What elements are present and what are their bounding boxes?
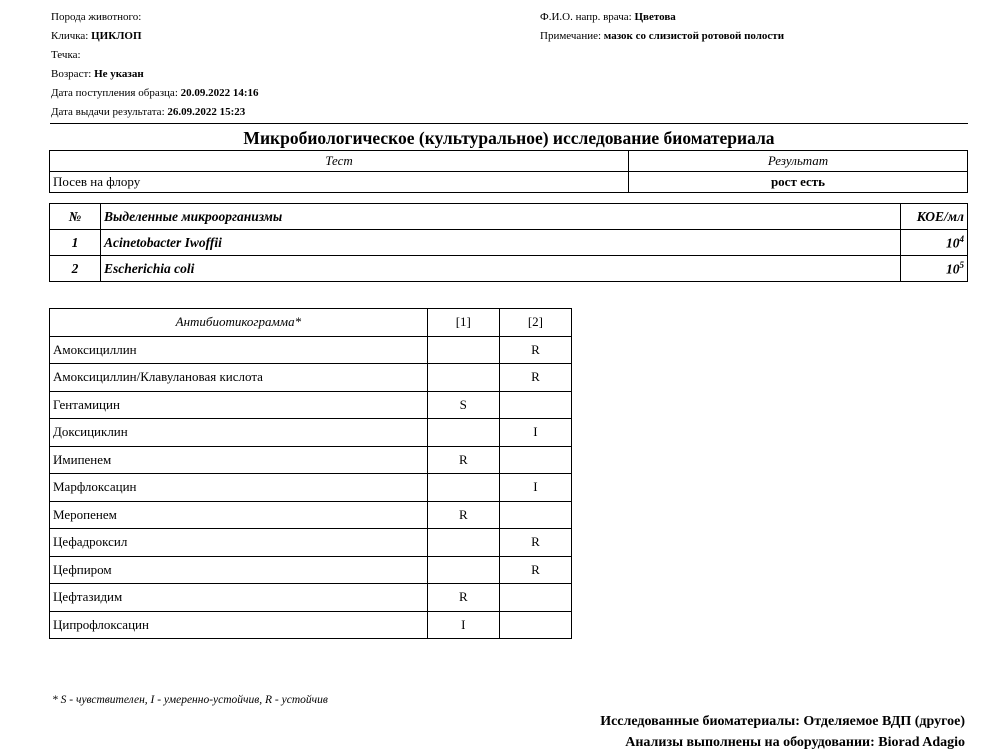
strain1-result	[427, 529, 499, 557]
antibiogram-table	[49, 308, 572, 639]
antibiotic-name: Ципрофлоксацин	[50, 611, 428, 639]
strain1-result: R	[427, 584, 499, 612]
organism-header: Выделенные микроорганизмы	[101, 204, 901, 230]
strain1-header: [1]	[427, 309, 499, 337]
table-row	[50, 230, 968, 256]
referral-info	[540, 4, 870, 46]
antibiotic-name: Меропенем	[50, 501, 428, 529]
strain1-result	[427, 474, 499, 502]
strain2-result: R	[499, 556, 571, 584]
issued-row	[51, 103, 259, 122]
issued-label: Дата выдачи результата:	[51, 106, 165, 118]
row-number: 1	[50, 230, 101, 256]
strain1-result: I	[427, 611, 499, 639]
strain2-result: R	[499, 336, 571, 364]
result-header: Результат	[629, 151, 968, 172]
issued-value: 26.09.2022 15:23	[167, 106, 246, 118]
strain1-result	[427, 364, 499, 392]
table-row	[50, 584, 572, 612]
note-label: Примечание:	[540, 30, 602, 42]
note-row	[540, 27, 870, 46]
patient-info	[51, 4, 259, 122]
cfu-value	[901, 230, 968, 256]
antibiotic-name: Имипенем	[50, 446, 428, 474]
note-value: мазок со слизистой ротовой полости	[603, 30, 785, 42]
doctor-value: Цветова	[634, 11, 676, 23]
strain2-result: I	[499, 474, 571, 502]
strain2-result	[499, 391, 571, 419]
cut-off-line	[51, 0, 259, 8]
table-row	[50, 336, 572, 364]
test-result-table	[49, 150, 968, 193]
table-row	[50, 419, 572, 447]
test-table-header	[50, 151, 968, 172]
table-row	[50, 256, 968, 282]
strain1-result: R	[427, 501, 499, 529]
name-value: ЦИКЛОП	[91, 30, 142, 42]
organism-name: Escherichia coli	[101, 256, 901, 282]
received-value: 20.09.2022 14:16	[180, 87, 259, 99]
cut-off-line	[540, 0, 870, 8]
age-label: Возраст:	[51, 68, 92, 80]
strain2-result: I	[499, 419, 571, 447]
cfu-value	[901, 256, 968, 282]
num-header: №	[50, 204, 101, 230]
table-row	[50, 391, 572, 419]
strain2-result	[499, 501, 571, 529]
equipment-line: Анализы выполнены на оборудовании: Biorad Adagio	[625, 735, 965, 750]
antibiotic-name: Цефадроксил	[50, 529, 428, 557]
test-cell: Посев на флору	[50, 172, 629, 193]
strain1-result	[427, 556, 499, 584]
table-row	[50, 172, 968, 193]
micro-table-header	[50, 204, 968, 230]
section-title: Микробиологическое (культуральное) исследование биоматериала	[243, 128, 775, 148]
received-label: Дата поступления образца:	[51, 87, 178, 99]
table-row	[50, 556, 572, 584]
table-row	[50, 611, 572, 639]
age-value: Не указан	[94, 68, 144, 80]
biomaterial-line: Исследованные биоматериалы: Отделяемое ВДП (другое)	[600, 714, 965, 729]
antibiotic-name: Амоксициллин/Клавулановая кислота	[50, 364, 428, 392]
strain2-result	[499, 446, 571, 474]
cfu-exponent: 5	[959, 259, 964, 270]
organism-name: Acinetobacter Iwoffii	[101, 230, 901, 256]
legend-footnote: * S - чувствителен, I - умеренно-устойчив, R - устойчив	[52, 694, 328, 706]
name-row	[51, 27, 259, 46]
antibiotic-name: Гентамицин	[50, 391, 428, 419]
strain1-result: S	[427, 391, 499, 419]
table-row	[50, 529, 572, 557]
name-label: Кличка:	[51, 30, 89, 42]
cfu-header: КОЕ/мл	[901, 204, 968, 230]
table-row	[50, 474, 572, 502]
strain2-result	[499, 611, 571, 639]
microorganisms-table	[49, 203, 968, 282]
cfu-base: 10	[946, 235, 960, 251]
antibiotic-name: Цефпиром	[50, 556, 428, 584]
cfu-base: 10	[946, 261, 960, 277]
strain1-result: R	[427, 446, 499, 474]
footer	[600, 711, 965, 753]
antibiotic-name: Амоксициллин	[50, 336, 428, 364]
strain2-result: R	[499, 529, 571, 557]
row-number: 2	[50, 256, 101, 282]
table-row	[50, 501, 572, 529]
abx-table-header	[50, 309, 572, 337]
doctor-row	[540, 8, 870, 27]
received-row	[51, 84, 259, 103]
table-row	[50, 364, 572, 392]
antibiotic-name: Доксициклин	[50, 419, 428, 447]
breed-row	[51, 8, 259, 27]
section-divider	[50, 123, 968, 124]
strain2-header: [2]	[499, 309, 571, 337]
strain1-result	[427, 336, 499, 364]
cfu-exponent: 4	[959, 233, 964, 244]
test-header: Тест	[50, 151, 629, 172]
estrus-row	[51, 46, 259, 65]
antibiotic-name: Цефтазидим	[50, 584, 428, 612]
strain1-result	[427, 419, 499, 447]
breed-label: Порода животного:	[51, 11, 142, 23]
antibiotic-name: Марфлоксацин	[50, 474, 428, 502]
age-row	[51, 65, 259, 84]
table-row	[50, 446, 572, 474]
estrus-label: Течка:	[51, 49, 81, 61]
doctor-label: Ф.И.О. напр. врача:	[540, 11, 632, 23]
result-cell: рост есть	[629, 172, 968, 193]
strain2-result: R	[499, 364, 571, 392]
strain2-result	[499, 584, 571, 612]
abx-header: Антибиотикограмма*	[50, 309, 428, 337]
